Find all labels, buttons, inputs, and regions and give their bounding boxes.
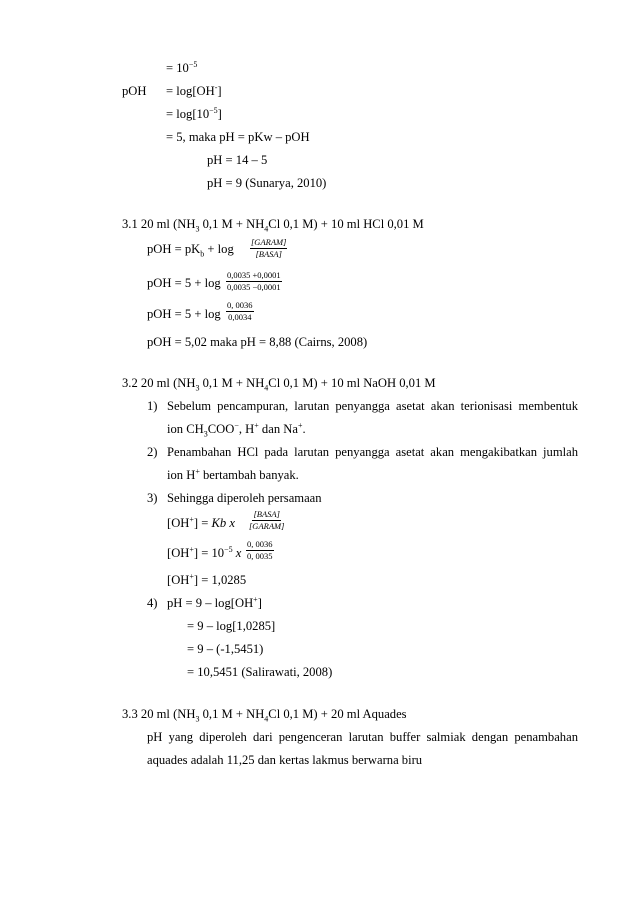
section-3-3-paragraph-line-2: aquades adalah 11,25 dan kertas lakmus berwarna biru bbox=[147, 753, 423, 767]
item-2-line-2: ion H+ bertambah banyak. bbox=[167, 466, 299, 482]
section-3-2-heading: 3.2 20 ml ($NH_3$ 0,1 $M + NH_4Cl$ 0,1 M) + 10 ml NaOH 0,01 M bbox=[122, 376, 436, 393]
sec31-eq4: pOH = 5,02 maka pH = 8,88 (Cairns, 2008) bbox=[147, 335, 368, 349]
poh-line-5: pH = 14 – 5 bbox=[207, 153, 268, 167]
sec31-eq1: pOH = $pK_b + \log$ bbox=[147, 242, 234, 259]
eq-a-fraction: [BASA] [GARAM] bbox=[249, 509, 285, 531]
section-3-3-paragraph-line-1: pH yang diperoleh dari pengenceran larutan buffer salmiak dengan penambahan bbox=[147, 730, 578, 744]
item-1-line-1: Sebelum pencampuran, larutan penyangga asetat akan terionisasi membentuk bbox=[167, 399, 578, 413]
eq-b-fraction: $\frac{0, 0036}{0, 0035}$ bbox=[247, 539, 273, 561]
poh-line-4: = 5, maka pH = pKw – pOH bbox=[166, 130, 310, 144]
poh-label: pOH bbox=[122, 84, 147, 98]
item-3-line-1: Sehingga diperoleh persamaan bbox=[167, 491, 322, 505]
item-1-number: 1) bbox=[147, 399, 158, 413]
poh-line-6: pH = 9 (Sunarya, 2010) bbox=[207, 176, 327, 190]
poh-line-1: = $10^{-5}$ bbox=[166, 59, 198, 75]
eq-c: [OH+] = 1,0285 bbox=[167, 571, 247, 587]
item-3-number: 3) bbox=[147, 491, 158, 505]
sec31-eq1-fraction: [GARAM] [BASA] bbox=[251, 237, 287, 259]
item-2-number: 2) bbox=[147, 445, 158, 459]
sec31-eq3: pOH = 5 + log bbox=[147, 307, 221, 321]
poh-line-2: = log[OH-] bbox=[166, 82, 222, 98]
item-4-line-3: = 9 – (-1,5451) bbox=[187, 642, 264, 656]
sec31-eq2: pOH = 5 + log bbox=[147, 276, 221, 290]
eq-a: [OH+] = Kb x bbox=[167, 514, 235, 530]
item-1-line-2: ion $CH_3COO^-$, H+ dan Na+. bbox=[167, 420, 306, 439]
section-3-1-heading: 3.1 20 ml ($NH_3$ 0,1 $M + NH_4Cl$ 0,1 M) + 10 ml HCl 0,01 M bbox=[122, 217, 424, 234]
item-2-line-1: Penambahan HCl pada larutan penyangga asetat akan mengakibatkan jumlah bbox=[167, 445, 578, 459]
section-3-3-heading: 3.3 20 ml ($NH_3$ 0,1 $M + NH_4Cl$ 0,1 M) + 20 ml Aquades bbox=[122, 707, 407, 724]
item-4-line-4: = 10,5451 (Salirawati, 2008) bbox=[187, 665, 333, 679]
poh-line-3: = $\log[10^{-5}]$ bbox=[166, 105, 222, 121]
item-4-line-2: = 9 – log[1,0285] bbox=[187, 619, 276, 633]
sec31-eq3-fraction: $\frac{0, 0036}{0,0034}$ bbox=[227, 300, 253, 322]
eq-b: $[OH^+] = 10^{-5}$ x bbox=[167, 544, 242, 560]
sec31-eq2-fraction: $\frac{0,0035 +0,0001}{0,0035 -0,0001}$ bbox=[227, 270, 281, 292]
item-4-line-1: pH = 9 – log[OH+] bbox=[167, 594, 262, 610]
item-4-number: 4) bbox=[147, 596, 158, 610]
